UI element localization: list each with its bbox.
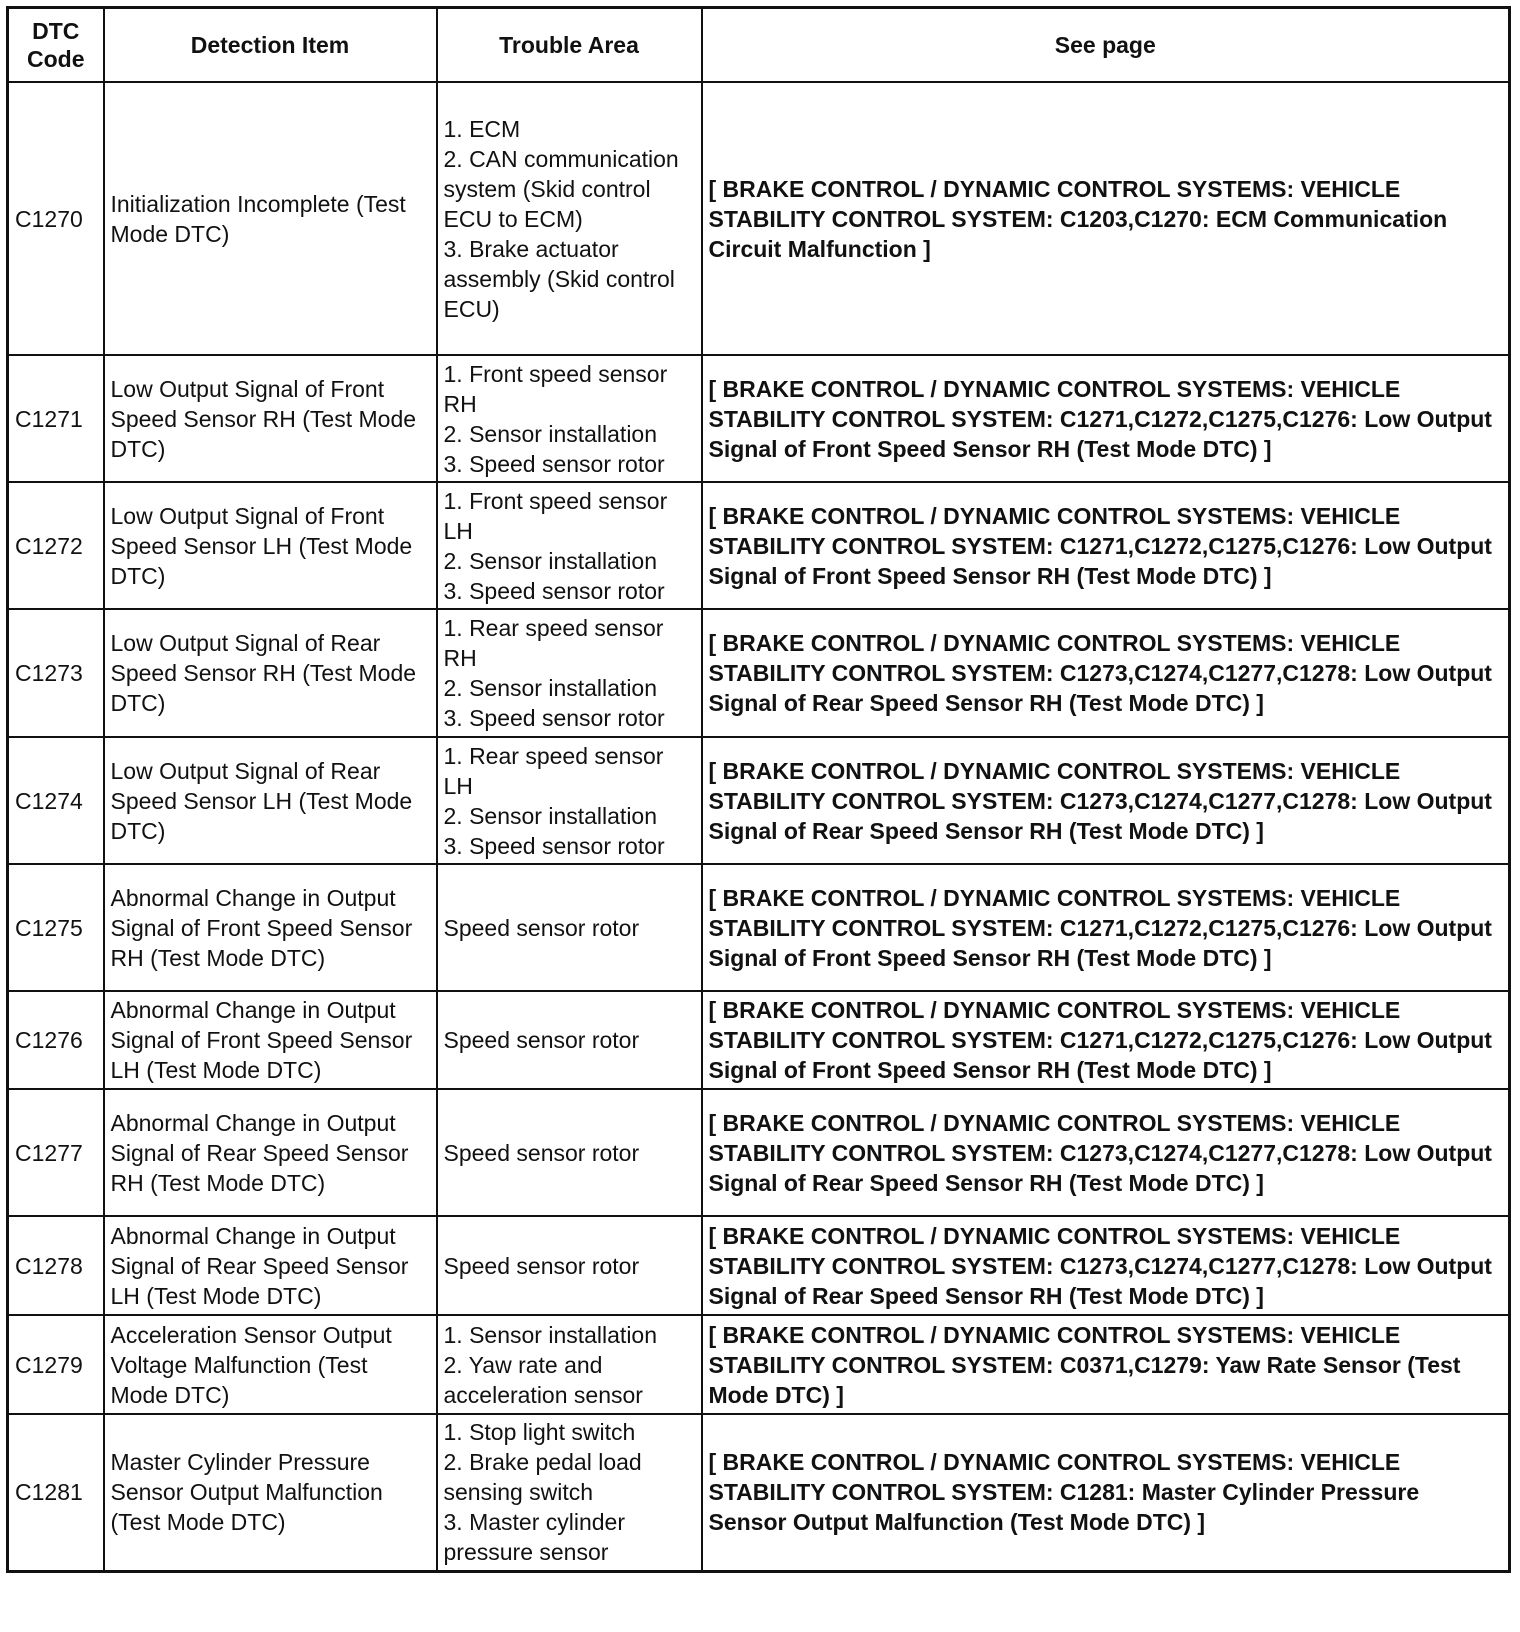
dtc-code-cell: C1274 <box>8 737 104 864</box>
see-page-reference[interactable]: [ BRAKE CONTROL / DYNAMIC CONTROL SYSTEMS: VEHICLE STABILITY CONTROL SYSTEM: C1203,C1270: ECM Communication Circuit Malfunction ] <box>702 82 1510 355</box>
trouble-area-line: 2. Sensor installation <box>443 420 658 447</box>
dtc-code-cell: C1272 <box>8 482 104 609</box>
trouble-area-line: 1. ECM <box>443 115 521 142</box>
dtc-code-cell: C1277 <box>8 1089 104 1216</box>
trouble-area-line: Speed sensor rotor <box>443 1139 640 1166</box>
trouble-area-line: Speed sensor rotor <box>443 914 640 941</box>
trouble-area-cell <box>437 355 702 482</box>
table-body <box>8 82 1510 1571</box>
detection-item-cell: Abnormal Change in Output Signal of Rear Speed Sensor RH (Test Mode DTC) <box>104 1089 437 1216</box>
table-row <box>8 1089 1510 1216</box>
dtc-code-cell: C1281 <box>8 1414 104 1571</box>
trouble-area-cell <box>437 1089 702 1216</box>
trouble-area-cell <box>437 864 702 991</box>
trouble-area-line: 1. Front speed sensor RH <box>443 360 668 417</box>
trouble-area-line: 3. Speed sensor rotor <box>443 832 665 859</box>
detection-item-cell: Low Output Signal of Rear Speed Sensor LH (Test Mode DTC) <box>104 737 437 864</box>
see-page-reference[interactable]: [ BRAKE CONTROL / DYNAMIC CONTROL SYSTEMS: VEHICLE STABILITY CONTROL SYSTEM: C1273,C1274,C1277,C1278: Low Output Signal of Rear Speed Sensor RH (Test Mode DTC) ] <box>702 1216 1510 1315</box>
trouble-area-line: 1. Front speed sensor LH <box>443 487 668 544</box>
table-row <box>8 864 1510 991</box>
header-dtc-code: DTC Code <box>8 8 104 83</box>
dtc-code-cell: C1278 <box>8 1216 104 1315</box>
trouble-area-cell <box>437 482 702 609</box>
trouble-area-line: 1. Stop light switch <box>443 1419 636 1446</box>
detection-item-cell: Low Output Signal of Rear Speed Sensor RH (Test Mode DTC) <box>104 609 437 737</box>
dtc-code-cell: C1270 <box>8 82 104 355</box>
detection-item-cell: Abnormal Change in Output Signal of Front Speed Sensor RH (Test Mode DTC) <box>104 864 437 991</box>
table-row <box>8 82 1510 355</box>
see-page-reference[interactable]: [ BRAKE CONTROL / DYNAMIC CONTROL SYSTEMS: VEHICLE STABILITY CONTROL SYSTEM: C1281: Master Cylinder Pressure Sensor Output Malfunction (Test Mode DTC) ] <box>702 1414 1510 1571</box>
header-see-page: See page <box>702 8 1510 83</box>
trouble-area-line: 2. Sensor installation <box>443 547 658 574</box>
trouble-area-cell <box>437 1315 702 1414</box>
trouble-area-line: 3. Brake actuator assembly (Skid control ECU) <box>443 235 675 322</box>
trouble-area-line: Speed sensor rotor <box>443 1027 640 1053</box>
trouble-area-line: 3. Speed sensor rotor <box>443 450 665 477</box>
trouble-area-line: Speed sensor rotor <box>443 1252 640 1279</box>
dtc-code-cell: C1275 <box>8 864 104 991</box>
trouble-area-line: 1. Rear speed sensor RH <box>443 615 664 671</box>
table-row <box>8 609 1510 737</box>
trouble-area-line: 1. Sensor installation <box>443 1321 658 1348</box>
see-page-reference[interactable]: [ BRAKE CONTROL / DYNAMIC CONTROL SYSTEMS: VEHICLE STABILITY CONTROL SYSTEM: C1273,C1274,C1277,C1278: Low Output Signal of Rear Speed Sensor RH (Test Mode DTC) ] <box>702 1089 1510 1216</box>
detection-item-cell: Low Output Signal of Front Speed Sensor RH (Test Mode DTC) <box>104 355 437 482</box>
trouble-area-line: 3. Speed sensor rotor <box>443 705 665 731</box>
trouble-area-cell <box>437 82 702 355</box>
trouble-area-cell <box>437 609 702 737</box>
see-page-reference[interactable]: [ BRAKE CONTROL / DYNAMIC CONTROL SYSTEMS: VEHICLE STABILITY CONTROL SYSTEM: C1273,C1274,C1277,C1278: Low Output Signal of Rear Speed Sensor RH (Test Mode DTC) ] <box>702 609 1510 737</box>
see-page-reference[interactable]: [ BRAKE CONTROL / DYNAMIC CONTROL SYSTEMS: VEHICLE STABILITY CONTROL SYSTEM: C1271,C1272,C1275,C1276: Low Output Signal of Front Speed Sensor RH (Test Mode DTC) ] <box>702 864 1510 991</box>
see-page-reference[interactable]: [ BRAKE CONTROL / DYNAMIC CONTROL SYSTEMS: VEHICLE STABILITY CONTROL SYSTEM: C0371,C1279: Yaw Rate Sensor (Test Mode DTC) ] <box>702 1315 1510 1414</box>
table-row <box>8 355 1510 482</box>
dtc-code-cell: C1271 <box>8 355 104 482</box>
trouble-area-line: 1. Rear speed sensor LH <box>443 742 664 799</box>
trouble-area-cell <box>437 737 702 864</box>
detection-item-cell: Master Cylinder Pressure Sensor Output Malfunction (Test Mode DTC) <box>104 1414 437 1571</box>
detection-item-cell: Abnormal Change in Output Signal of Rear Speed Sensor LH (Test Mode DTC) <box>104 1216 437 1315</box>
dtc-code-cell: C1273 <box>8 609 104 737</box>
header-trouble-area: Trouble Area <box>437 8 702 83</box>
header-detection-item: Detection Item <box>104 8 437 83</box>
see-page-reference[interactable]: [ BRAKE CONTROL / DYNAMIC CONTROL SYSTEMS: VEHICLE STABILITY CONTROL SYSTEM: C1271,C1272,C1275,C1276: Low Output Signal of Front Speed Sensor RH (Test Mode DTC) ] <box>702 355 1510 482</box>
trouble-area-line: 2. Brake pedal load sensing switch <box>443 1449 642 1506</box>
see-page-reference[interactable]: [ BRAKE CONTROL / DYNAMIC CONTROL SYSTEMS: VEHICLE STABILITY CONTROL SYSTEM: C1271,C1272,C1275,C1276: Low Output Signal of Front Speed Sensor RH (Test Mode DTC) ] <box>702 991 1510 1089</box>
dtc-table <box>6 6 1511 1573</box>
see-page-reference[interactable]: [ BRAKE CONTROL / DYNAMIC CONTROL SYSTEMS: VEHICLE STABILITY CONTROL SYSTEM: C1273,C1274,C1277,C1278: Low Output Signal of Rear Speed Sensor RH (Test Mode DTC) ] <box>702 737 1510 864</box>
trouble-area-cell <box>437 1216 702 1315</box>
trouble-area-line: 3. Speed sensor rotor <box>443 577 665 604</box>
table-row <box>8 1315 1510 1414</box>
table-row <box>8 482 1510 609</box>
detection-item-cell: Low Output Signal of Front Speed Sensor LH (Test Mode DTC) <box>104 482 437 609</box>
trouble-area-line: 2. CAN communication system (Skid control ECU to ECM) <box>443 145 679 232</box>
trouble-area-cell <box>437 1414 702 1571</box>
trouble-area-line: 2. Sensor installation <box>443 802 658 829</box>
trouble-area-line: 3. Master cylinder pressure sensor <box>443 1509 626 1566</box>
header-row <box>8 8 1510 83</box>
trouble-area-line: 2. Sensor installation <box>443 675 658 701</box>
dtc-code-cell: C1279 <box>8 1315 104 1414</box>
table-row <box>8 1216 1510 1315</box>
table-row <box>8 737 1510 864</box>
detection-item-cell: Abnormal Change in Output Signal of Front Speed Sensor LH (Test Mode DTC) <box>104 991 437 1089</box>
table-row <box>8 991 1510 1089</box>
trouble-area-line: 2. Yaw rate and acceleration sensor <box>443 1351 643 1408</box>
dtc-code-cell: C1276 <box>8 991 104 1089</box>
table-row <box>8 1414 1510 1571</box>
see-page-reference[interactable]: [ BRAKE CONTROL / DYNAMIC CONTROL SYSTEMS: VEHICLE STABILITY CONTROL SYSTEM: C1271,C1272,C1275,C1276: Low Output Signal of Front Speed Sensor RH (Test Mode DTC) ] <box>702 482 1510 609</box>
detection-item-cell: Initialization Incomplete (Test Mode DTC) <box>104 82 437 355</box>
detection-item-cell: Acceleration Sensor Output Voltage Malfunction (Test Mode DTC) <box>104 1315 437 1414</box>
trouble-area-cell <box>437 991 702 1089</box>
